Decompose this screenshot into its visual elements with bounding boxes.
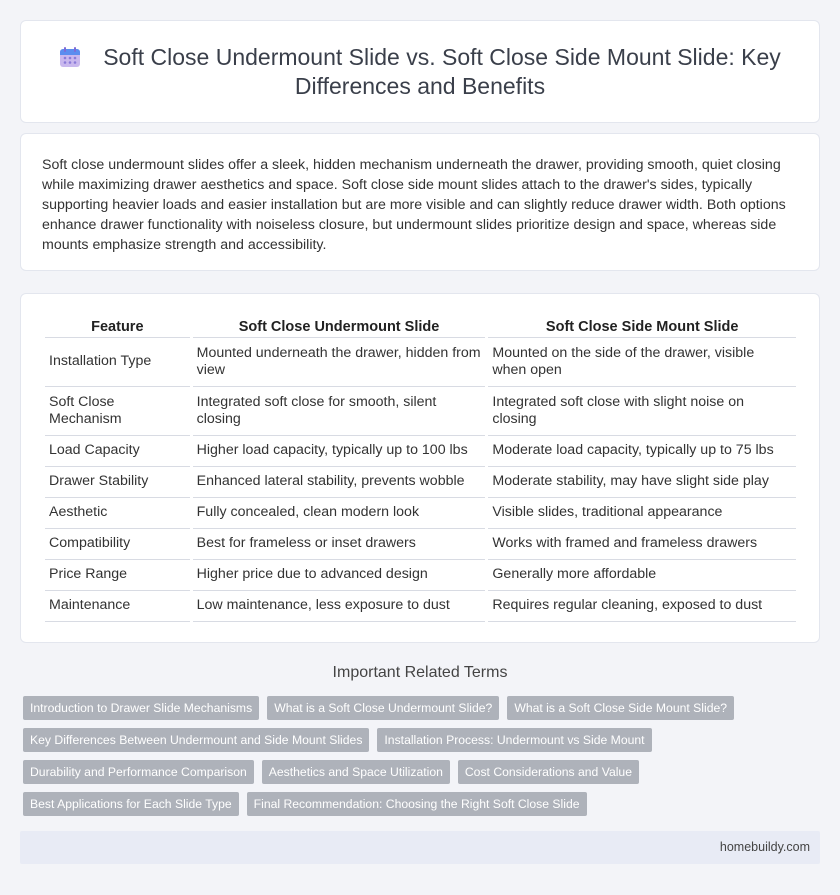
table-cell: Aesthetic (45, 498, 190, 529)
calendar-icon (59, 46, 81, 68)
comparison-table-card (20, 293, 820, 643)
table-cell: Mounted on the side of the drawer, visible when open (488, 338, 796, 387)
table-cell: Requires regular cleaning, exposed to dust (488, 591, 796, 622)
related-term-tag[interactable]: Aesthetics and Space Utilization (262, 760, 450, 784)
table-cell: Enhanced lateral stability, prevents wobble (193, 467, 486, 498)
header-feature: Feature (45, 315, 190, 338)
table-cell: Mounted underneath the drawer, hidden from view (193, 338, 486, 387)
table-cell: Integrated soft close for smooth, silent closing (193, 387, 486, 436)
table-cell: Compatibility (45, 529, 190, 560)
table-row (45, 498, 796, 529)
summary-paragraph: Soft close undermount slides offer a sleek, hidden mechanism underneath the drawer, providing smooth, quiet closing while maximizing drawer aesthetics and space. Soft close side mount slides attach to the drawer's sides, typically supporting heavier loads and easier installation but are more visible and can slightly reduce drawer width. Both options enhance drawer functionality with noiseless closure, but undermount slides prioritize design and space, whereas side mounts emphasize strength and accessibility. (42, 157, 786, 253)
table-row (45, 338, 796, 387)
table-cell: Soft Close Mechanism (45, 387, 190, 436)
comparison-table (42, 315, 799, 622)
table-cell: Generally more affordable (488, 560, 796, 591)
table-row (45, 436, 796, 467)
related-term-tag[interactable]: Final Recommendation: Choosing the Right Soft Close Slide (247, 792, 587, 816)
table-row (45, 387, 796, 436)
related-term-tag[interactable]: Durability and Performance Comparison (23, 760, 254, 784)
table-cell: Installation Type (45, 338, 190, 387)
table-cell: Higher load capacity, typically up to 100 lbs (193, 436, 486, 467)
table-cell: Visible slides, traditional appearance (488, 498, 796, 529)
title-card (20, 20, 820, 123)
footer-site-link[interactable]: homebuildy.com (719, 840, 810, 854)
table-row (45, 529, 796, 560)
table-cell: Works with framed and frameless drawers (488, 529, 796, 560)
table-row (45, 560, 796, 591)
header-side-mount: Soft Close Side Mount Slide (488, 315, 796, 338)
table-header-row (45, 315, 796, 338)
related-term-tag[interactable]: Installation Process: Undermount vs Side Mount (377, 728, 651, 752)
table-row (45, 467, 796, 498)
summary-card (20, 133, 820, 271)
table-cell: Maintenance (45, 591, 190, 622)
table-cell: Low maintenance, less exposure to dust (193, 591, 486, 622)
related-term-tag[interactable]: Best Applications for Each Slide Type (23, 792, 239, 816)
page-title: Soft Close Undermount Slide vs. Soft Close Side Mount Slide: Key Differences and Benefits (103, 44, 781, 99)
related-terms-tags (23, 696, 813, 824)
table-cell: Best for frameless or inset drawers (193, 529, 486, 560)
table-cell: Price Range (45, 560, 190, 591)
table-cell: Integrated soft close with slight noise on closing (488, 387, 796, 436)
table-cell: Load Capacity (45, 436, 190, 467)
related-term-tag[interactable]: What is a Soft Close Undermount Slide? (267, 696, 499, 720)
footer-bar (20, 831, 820, 864)
related-term-tag[interactable]: What is a Soft Close Side Mount Slide? (507, 696, 734, 720)
table-cell: Higher price due to advanced design (193, 560, 486, 591)
table-cell: Moderate load capacity, typically up to 75 lbs (488, 436, 796, 467)
related-term-tag[interactable]: Introduction to Drawer Slide Mechanisms (23, 696, 259, 720)
table-cell: Fully concealed, clean modern look (193, 498, 486, 529)
related-term-tag[interactable]: Key Differences Between Undermount and Side Mount Slides (23, 728, 369, 752)
page-title-wrap (21, 43, 819, 101)
table-row (45, 591, 796, 622)
table-cell: Moderate stability, may have slight side play (488, 467, 796, 498)
related-terms-heading: Important Related Terms (332, 664, 508, 681)
related-term-tag[interactable]: Cost Considerations and Value (458, 760, 639, 784)
header-undermount: Soft Close Undermount Slide (193, 315, 486, 338)
table-cell: Drawer Stability (45, 467, 190, 498)
